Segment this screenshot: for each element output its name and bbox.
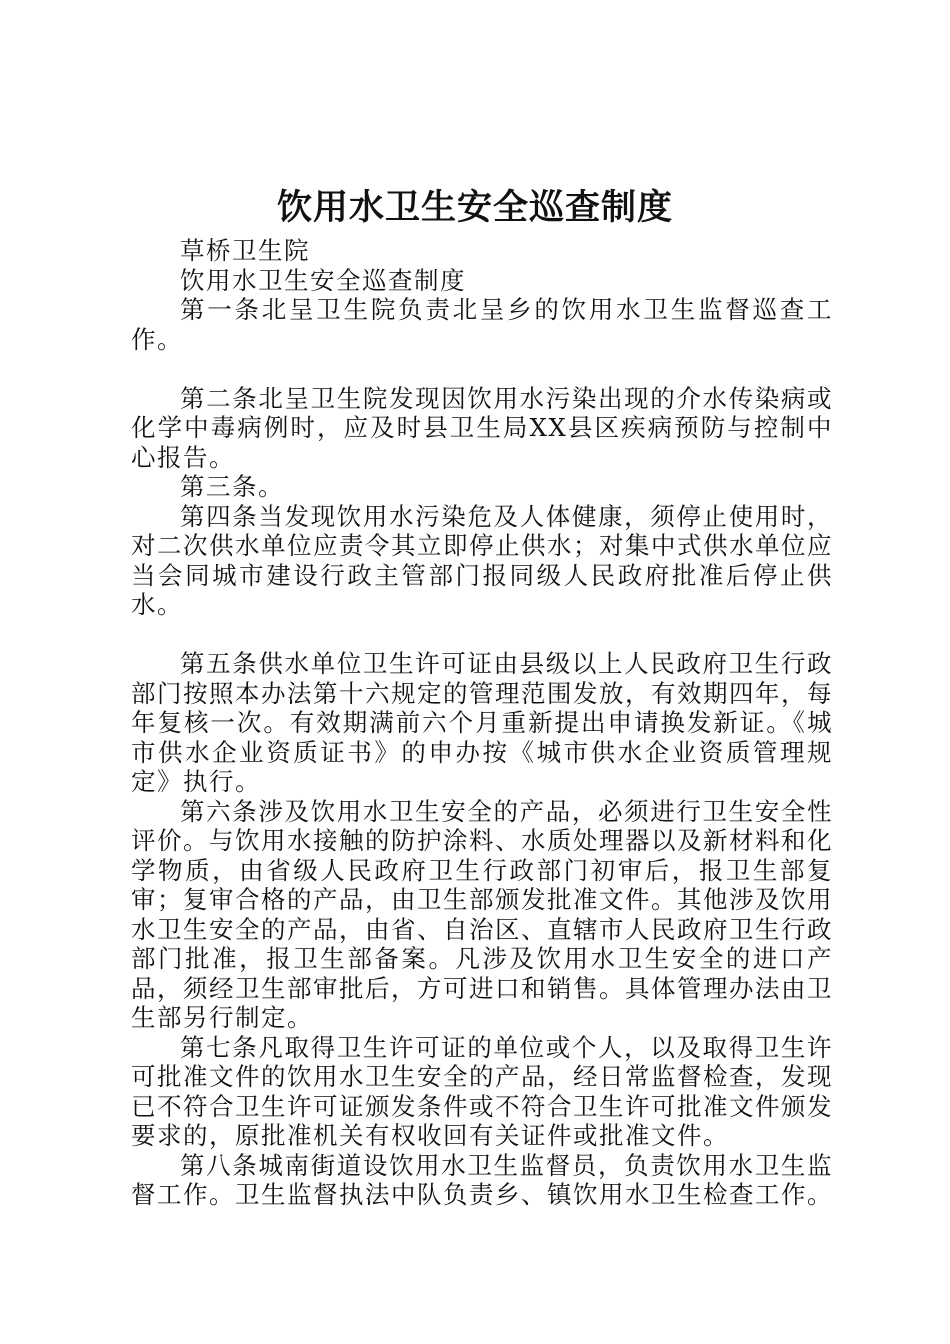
paragraph-article-7: 第七条凡取得卫生许可证的单位或个人，以及取得卫生许可批准文件的饮用水卫生安全的产品，经日常监督检查，发现已不符合卫生许可证颁发条件或不符合卫生许可批准文件颁发要求的，原批准机关有权收回有关证件或批准文件。 <box>131 1032 833 1150</box>
paragraph-subtitle: 饮用水卫生安全巡查制度 <box>180 265 466 295</box>
paragraph-article-1: 第一条北呈卫生院负责北呈乡的饮用水卫生监督巡查工作。 <box>131 295 833 354</box>
paragraph-organization: 草桥卫生院 <box>180 236 310 265</box>
paragraph-spacer <box>131 620 833 650</box>
paragraph-spacer <box>131 354 833 384</box>
paragraph-article-2: 第二条北呈卫生院发现因饮用水污染出现的介水传染病或化学中毒病例时，应及时县卫生局XX县区疾病预防与控制中心报告。 <box>131 383 833 472</box>
page-title: 饮用水卫生安全巡查制度 <box>276 188 673 228</box>
paragraph-article-8: 第八条城南街道设饮用水卫生监督员，负责饮用水卫生监督工作。卫生监督执法中队负责乡、镇饮用水卫生检查工作。 <box>131 1150 833 1209</box>
paragraph-article-4: 第四条当发现饮用水污染危及人体健康，须停止使用时，对二次供水单位应责令其立即停止供水；对集中式供水单位应当会同城市建设行政主管部门报同级人民政府批准后停止供水。 <box>131 501 833 619</box>
document-body <box>131 236 833 1210</box>
paragraph-article-3: 第三条。 <box>180 472 284 501</box>
paragraph-article-5: 第五条供水单位卫生许可证由县级以上人民政府卫生行政部门按照本办法第十六规定的管理范围发放，有效期四年，每年复核一次。有效期满前六个月重新提出申请换发新证。《城市供水企业资质证书》的申办按《城市供水企业资质管理规定》执行。 <box>131 649 833 796</box>
paragraph-article-6: 第六条涉及饮用水卫生安全的产品，必须进行卫生安全性评价。与饮用水接触的防护涂料、水质处理器以及新材料和化学物质，由省级人民政府卫生行政部门初审后，报卫生部复审；复审合格的产品，由卫生部颁发批准文件。其他涉及饮用水卫生安全的产品，由省、自治区、直辖市人民政府卫生行政部门批准，报卫生部备案。凡涉及饮用水卫生安全的进口产品，须经卫生部审批后，方可进口和销售。具体管理办法由卫生部另行制定。 <box>131 796 833 1032</box>
